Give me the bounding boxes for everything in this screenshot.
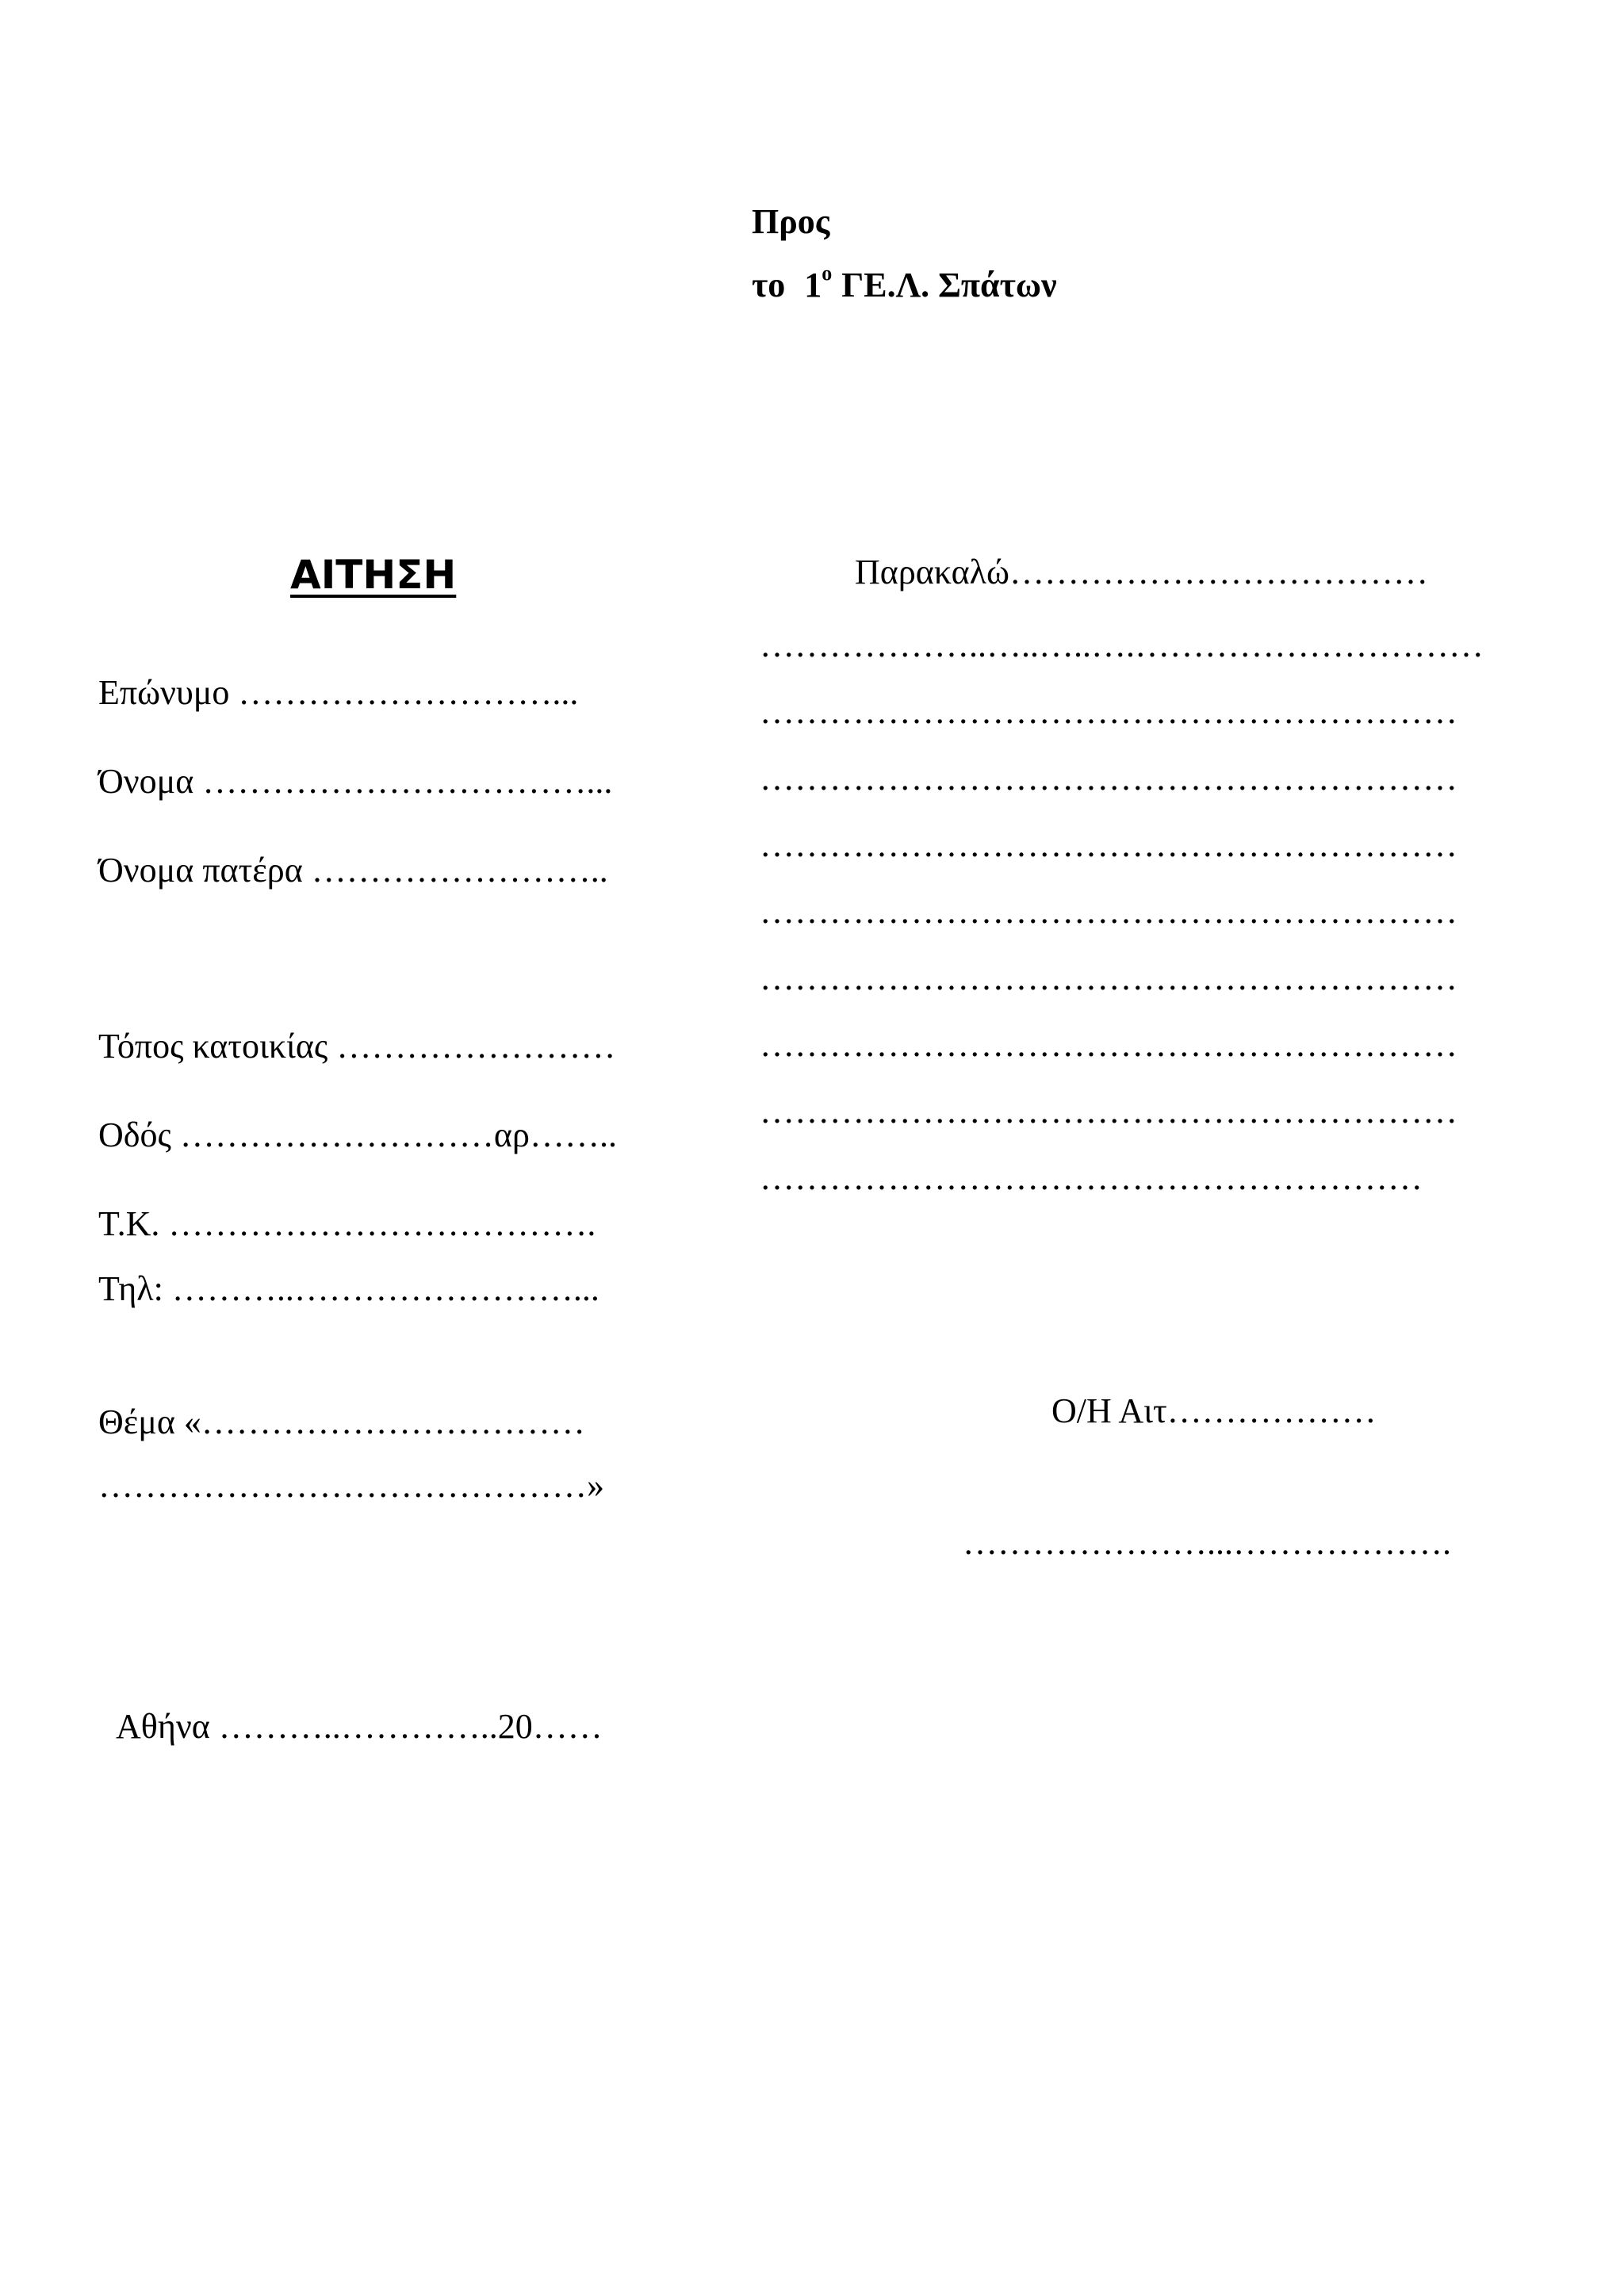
recipient-line2 — [752, 262, 1057, 304]
request-line: …………………………………………………… — [760, 1025, 1457, 1064]
phone-field: Τηλ: ………..……………………... — [98, 1269, 599, 1308]
request-first-line: Παρακαλώ……………………………… — [855, 553, 1428, 591]
request-line: …………………………………………………… — [760, 892, 1457, 931]
request-line: …………………………………………………… — [760, 825, 1457, 864]
request-line: ………………………………………………… — [760, 1158, 1423, 1197]
signature-line: …………………...………………. — [963, 1523, 1451, 1562]
recipient-number-sup: ο — [822, 262, 833, 285]
surname-field: Επώνυμο ………………………... — [98, 673, 579, 712]
residence-field: Τόπος κατοικίας …………………… — [98, 1027, 616, 1066]
subject-line-2: ……………………………………» — [98, 1466, 604, 1505]
date-field: Αθήνα ………..…………..20…… — [116, 1707, 603, 1746]
request-line: …………………………………………………… — [760, 759, 1457, 798]
street-field: Οδός ………………………αρ…….. — [98, 1115, 617, 1154]
recipient-to: το — [752, 266, 786, 304]
recipient-number: 1 — [804, 266, 822, 304]
request-line: …………………………………………………… — [760, 959, 1457, 997]
name-field: Όνομα ……………………………... — [98, 762, 613, 801]
subject-line-1: Θέμα «…………………………… — [98, 1402, 585, 1441]
page-title: ΑΙΤΗΣΗ — [290, 552, 457, 598]
signature-label: Ο/Η Αιτ……………… — [1051, 1391, 1377, 1430]
request-line: ………………..…..…..….………………………… — [760, 626, 1484, 664]
recipient-line1: Προς — [752, 202, 830, 241]
request-line: …………………………………………………… — [760, 1092, 1457, 1131]
postal-code-field: Τ.Κ. ………………………………. — [98, 1204, 596, 1243]
recipient-school: ΓΕ.Λ. Σπάτων — [841, 266, 1057, 304]
request-line: …………………………………………………… — [760, 692, 1457, 731]
father-name-field: Όνομα πατέρα …………………….. — [98, 851, 608, 890]
